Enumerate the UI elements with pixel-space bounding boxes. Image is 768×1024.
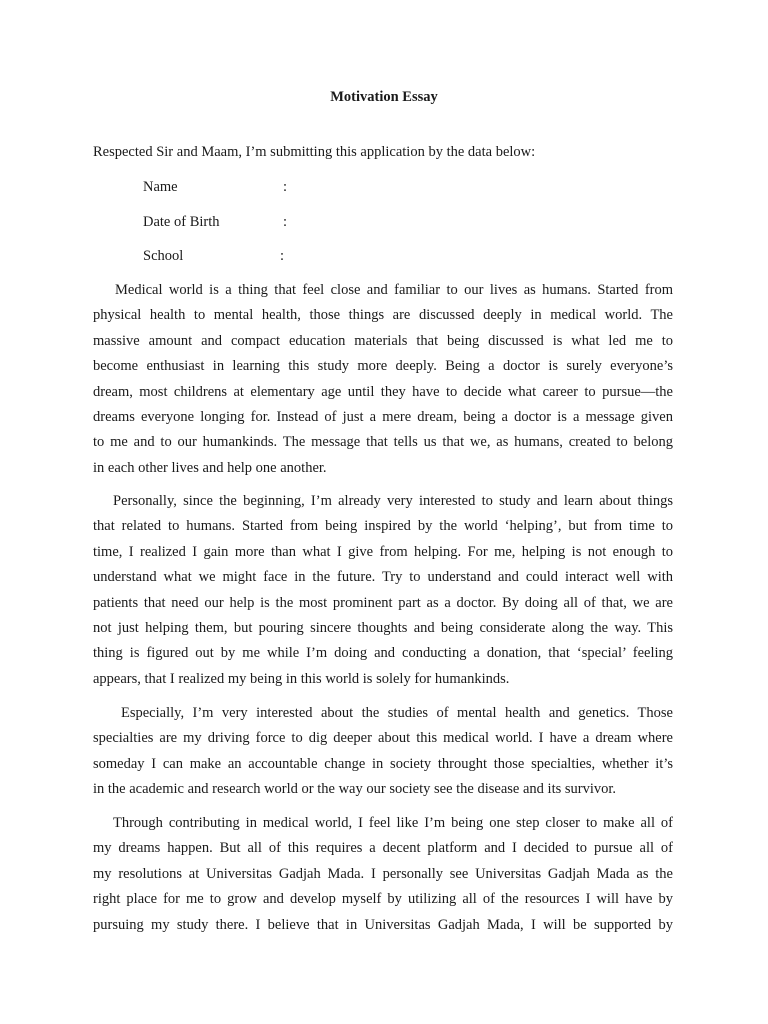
paragraph-line: right place for me to grow and develop myself by utilizing all of the resources I will have by — [93, 891, 673, 908]
paragraph-line: Personally, since the beginning, I’m already very interested to study and learn about things — [113, 493, 673, 509]
field-label: Date of Birth — [143, 214, 220, 230]
paragraph-line: my dreams happen. But all of this requires a decent platform and I decided to pursue all of — [93, 840, 673, 857]
field-colon: : — [283, 214, 288, 230]
paragraph-line: Through contributing in medical world, I feel like I’m being one step closer to make all of — [113, 815, 673, 831]
paragraph-line: to me and to our humankinds. The message that tells us that we, as humans, created to belong — [93, 434, 673, 451]
paragraph-line: dream, most childrens at elementary age until they have to decide what career to pursue—the — [93, 383, 673, 400]
field-school — [143, 247, 285, 265]
paragraph-line: patients that need our help is the most prominent part as a doctor. By doing all of that, we are — [93, 594, 673, 611]
paragraph-line: not just helping them, but pouring sincere thoughts and being considerate along the way. This — [93, 620, 673, 637]
page-title: Motivation Essay — [330, 89, 438, 105]
paragraph-line: someday I can make an accountable change in society throught those specialties, whether it’s — [93, 755, 673, 772]
paragraph-line: pursuing my study there. I believe that in Universitas Gadjah Mada, I will be supported by — [93, 916, 673, 933]
field-label: Name — [143, 179, 178, 195]
paragraph-line: appears, that I realized my being in this world is solely for humankinds. — [93, 670, 510, 687]
field-label: School — [143, 248, 184, 264]
paragraph-line: in each other lives and help one another. — [93, 459, 327, 476]
field-colon: : — [283, 179, 288, 195]
paragraph-4 — [93, 811, 673, 938]
paragraph-line: in the academic and research world or the way our society see the disease and its survivor. — [93, 781, 617, 798]
salutation-text: Respected Sir and Maam, I’m submitting this application by the data below: — [93, 144, 536, 160]
paragraph-line: Especially, I’m very interested about the studies of mental health and genetics. Those — [121, 705, 673, 721]
paragraph-line: thing is figured out by me while I’m doing and conducting a donation, that ‘special’ feeling — [93, 645, 673, 662]
paragraph-3 — [93, 701, 673, 803]
paragraph-1 — [93, 278, 673, 481]
paragraph-line: dreams everyone longing for. Instead of just a mere dream, being a doctor is a message given — [93, 409, 673, 426]
paragraph-line: understand what we might face in the future. Try to understand and could interact well with — [93, 569, 673, 586]
paragraph-line: physical health to mental health, those things are discussed deeply in medical world. The — [93, 307, 673, 324]
field-name — [143, 178, 288, 196]
paragraph-line: become enthusiast in learning this study more deeply. Being a doctor is surely everyone’s — [93, 358, 673, 375]
paragraph-line: that related to humans. Started from being inspired by the world ‘helping’, but from time to — [93, 518, 673, 535]
field-colon: : — [280, 248, 285, 264]
field-date-of-birth — [143, 213, 288, 231]
paragraph-2 — [93, 489, 673, 692]
paragraph-line: specialties are my driving force to dig deeper about this medical world. I have a dream where — [93, 730, 673, 747]
paragraph-line: massive amount and compact education materials that being discussed is what led me to — [93, 332, 673, 349]
paragraph-line: time, I realized I gain more than what I give from helping. For me, helping is not enough to — [93, 543, 673, 560]
paragraph-line: Medical world is a thing that feel close and familiar to our lives as humans. Started from — [115, 282, 673, 298]
paragraph-line: my resolutions at Universitas Gadjah Mada. I personally see Universitas Gadjah Mada as the — [93, 865, 673, 882]
